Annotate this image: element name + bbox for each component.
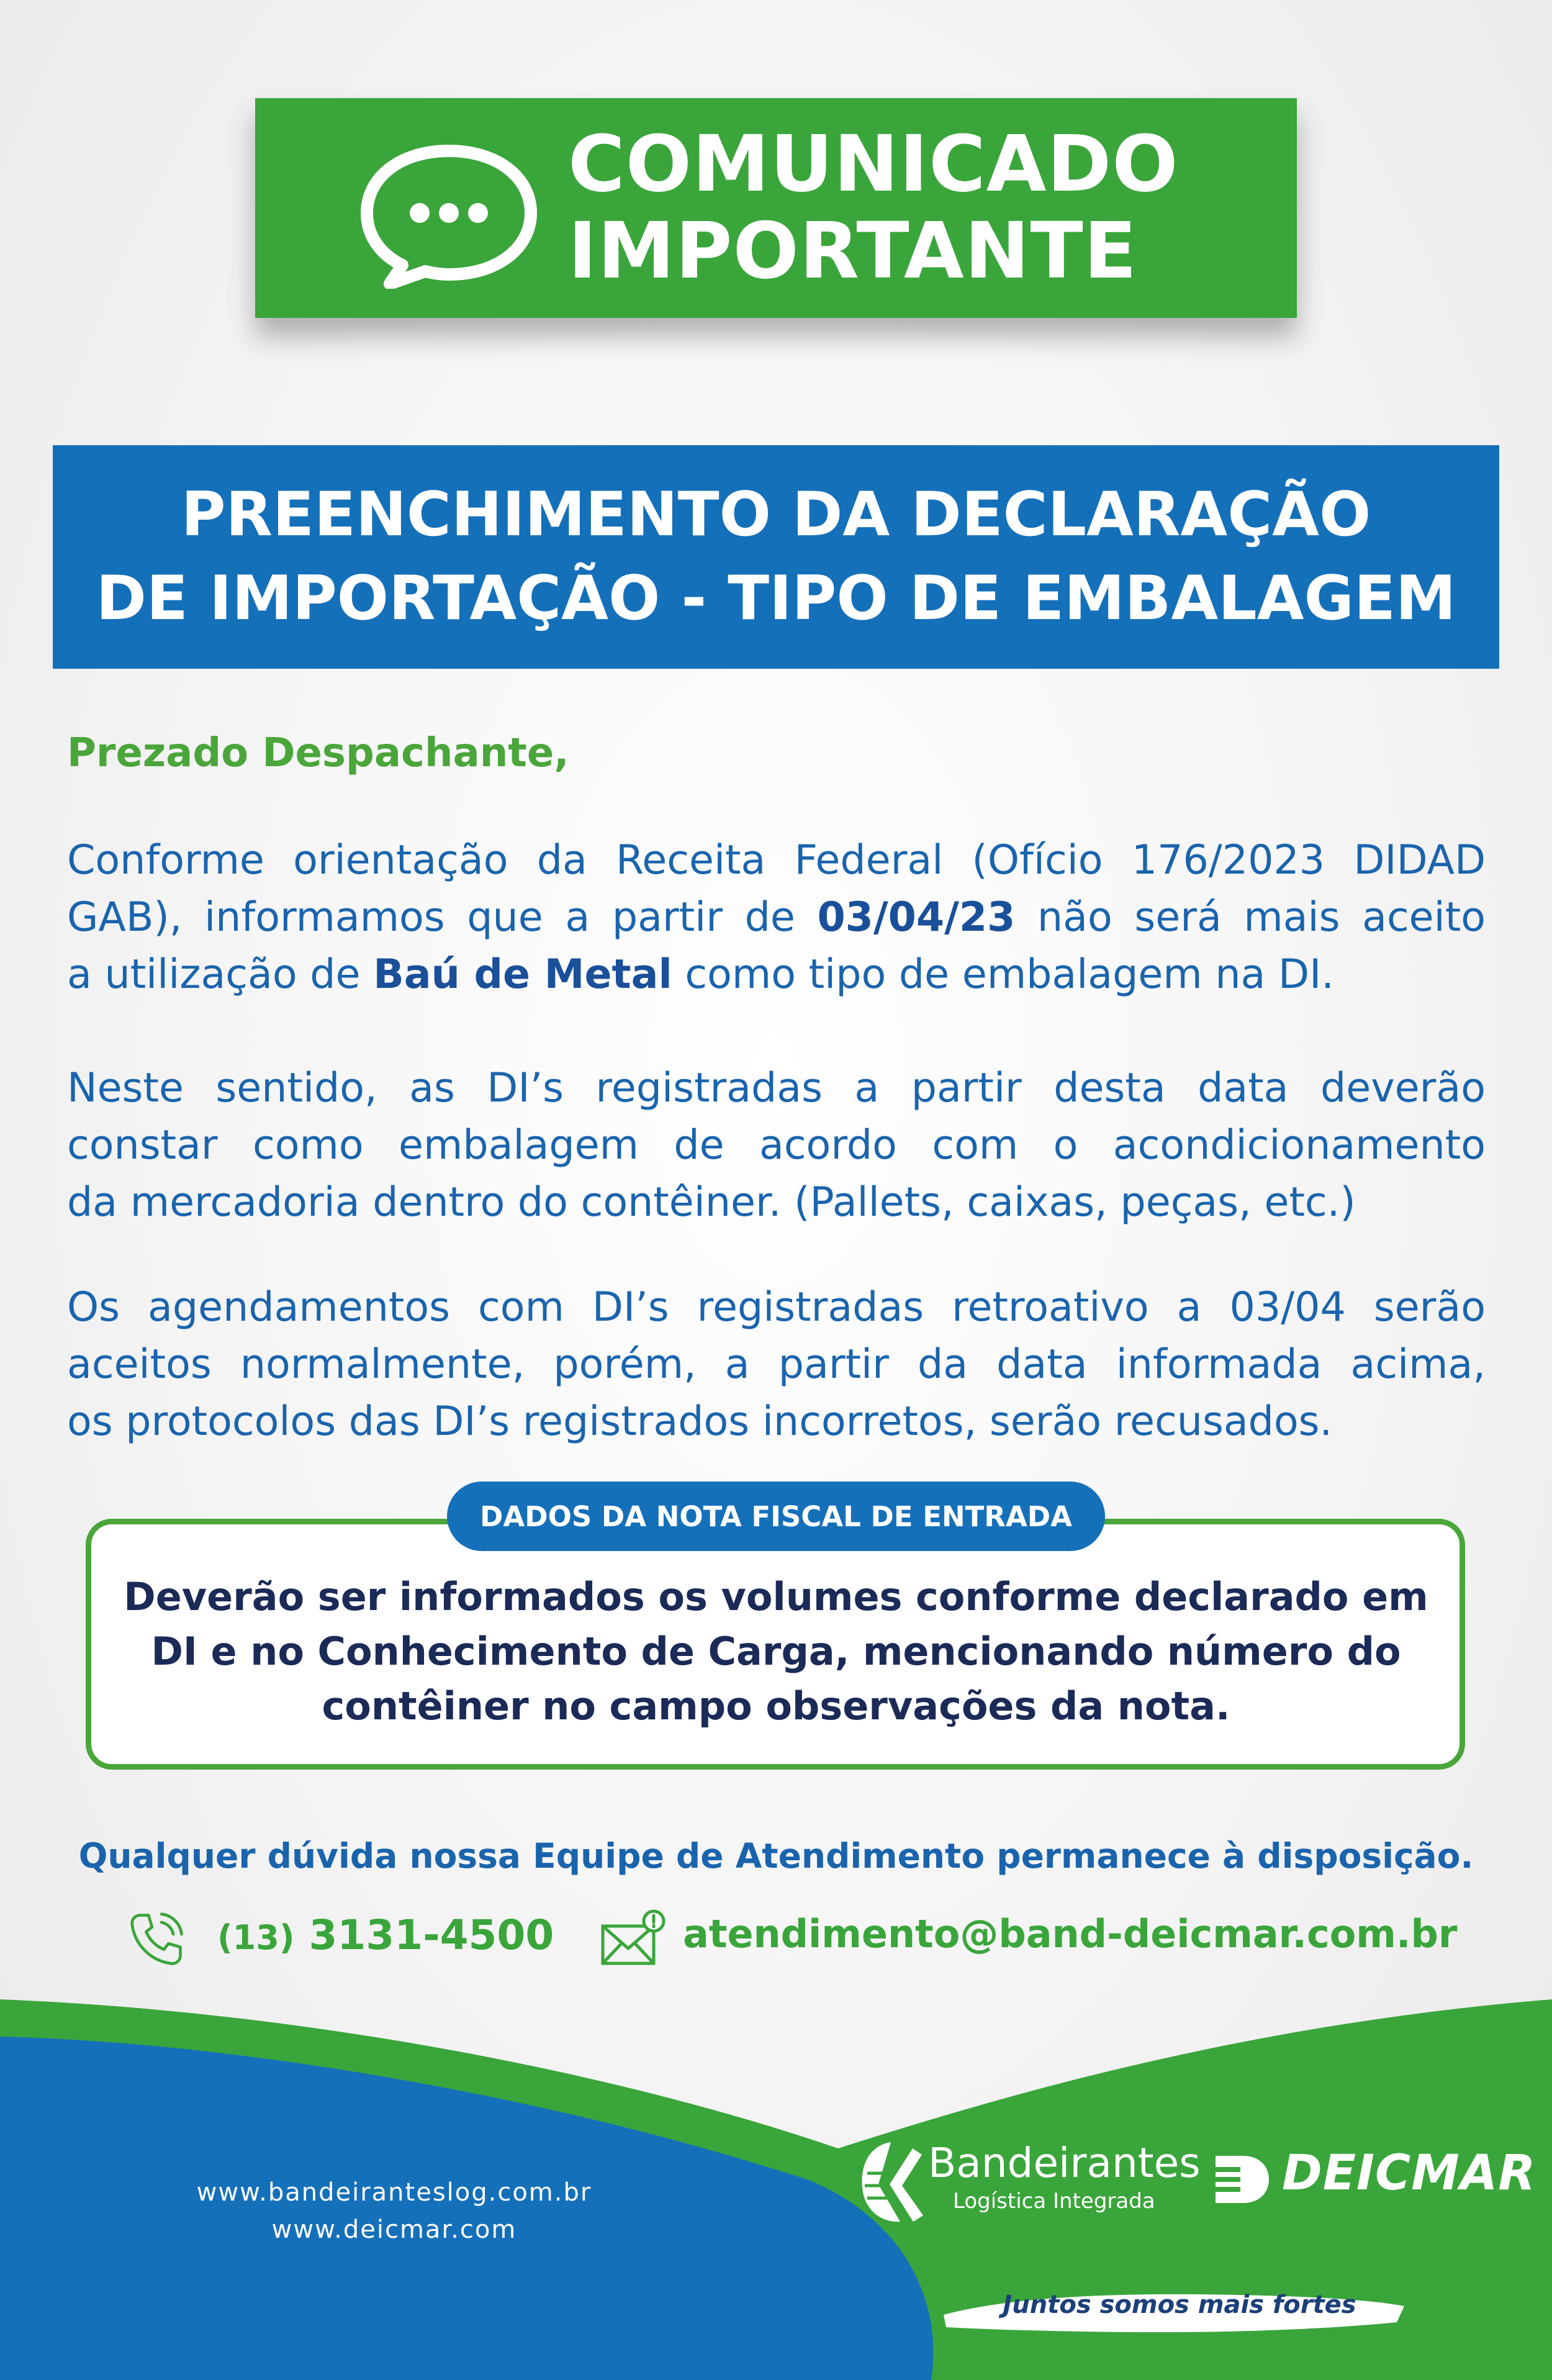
- website-bandeirantes[interactable]: www.bandeiranteslog.com.br: [196, 2178, 592, 2207]
- notice-text: [93, 1570, 1459, 1734]
- notice-label: DADOS DA NOTA FISCAL DE ENTRADA: [447, 1482, 1105, 1551]
- text-segment: como tipo de embalagem na DI.: [672, 951, 1334, 998]
- website-deicmar[interactable]: www.deicmar.com: [271, 2215, 517, 2244]
- paragraph-3-line1: Os agendamentos com DI’s registradas retroativo a 03/04 serão: [67, 1284, 1486, 1331]
- paragraph-3: [67, 1279, 1486, 1450]
- text-segment: GAB), informamos que a partir de: [67, 894, 818, 941]
- phone-number[interactable]: [217, 1911, 554, 1959]
- paragraph-3-line2: aceitos normalmente, porém, a partir da data informada acima,: [67, 1341, 1486, 1388]
- paragraph-1-line2: [67, 889, 1486, 946]
- deicmar-brand-name: DEICMAR: [1282, 2145, 1536, 2201]
- header-title-line1: COMUNICADO: [568, 119, 1179, 209]
- paragraph-3-line3: os protocolos das DI’s registrados incorretos, serão recusados.: [67, 1398, 1333, 1445]
- greeting: Prezado Despachante,: [67, 730, 569, 776]
- phone-digits: 3131-4500: [309, 1911, 554, 1959]
- packaging-highlight: Baú de Metal: [373, 951, 672, 998]
- subtitle-banner: [53, 445, 1499, 669]
- subtitle-line2: DE IMPORTAÇÃO - TIPO DE EMBALAGEM: [96, 563, 1456, 634]
- paragraph-1: [67, 832, 1486, 1003]
- paragraph-2-line1: Neste sentido, as DI’s registradas a partir desta data deverão: [67, 1065, 1486, 1111]
- subtitle-line1: PREENCHIMENTO DA DECLARAÇÃO: [181, 479, 1371, 550]
- phone-icon: [127, 1909, 186, 1968]
- slogan-text: Juntos somos mais fortes: [1003, 2291, 1356, 2319]
- contact-message: Qualquer dúvida nossa Equipe de Atendimento permanece à disposição.: [78, 1836, 1474, 1876]
- paragraph-2-line3: da mercadoria dentro do contêiner. (Pallets, caixas, peças, etc.): [67, 1179, 1356, 1226]
- paragraph-2: [67, 1060, 1486, 1231]
- paragraph-1-line3: [67, 946, 1486, 1003]
- bandeirantes-brand-tagline: Logística Integrada: [953, 2189, 1155, 2214]
- chat-bubble-icon: [356, 140, 542, 289]
- email-link[interactable]: atendimento@band-deicmar.com.br: [683, 1911, 1458, 1957]
- bandeirantes-brand-name: Bandeirantes: [928, 2139, 1201, 2187]
- deicmar-logo-icon: [1211, 2148, 1273, 2210]
- date-highlight: 03/04/23: [817, 894, 1016, 941]
- notice-line3: contêiner no campo observações da nota.: [322, 1683, 1230, 1729]
- paragraph-1-line1: Conforme orientação da Receita Federal (Ofício 176/2023 DIDAD: [67, 837, 1486, 884]
- notice-line1: Deverão ser informados os volumes conforme declarado em: [124, 1574, 1428, 1619]
- notice-line2: DI e no Conhecimento de Carga, mencionando número do: [151, 1629, 1401, 1674]
- header-title-line2: IMPORTANTE: [568, 206, 1137, 296]
- text-segment: a utilização de: [67, 951, 374, 998]
- phone-area-code: (13): [217, 1918, 295, 1957]
- email-icon: [599, 1907, 667, 1970]
- bandeirantes-logo-icon: [854, 2136, 928, 2229]
- paragraph-2-line2: constar como embalagem de acordo com o acondicionamento: [67, 1122, 1486, 1169]
- header-title: [568, 121, 1263, 295]
- text-segment: não será mais aceito: [1015, 894, 1486, 941]
